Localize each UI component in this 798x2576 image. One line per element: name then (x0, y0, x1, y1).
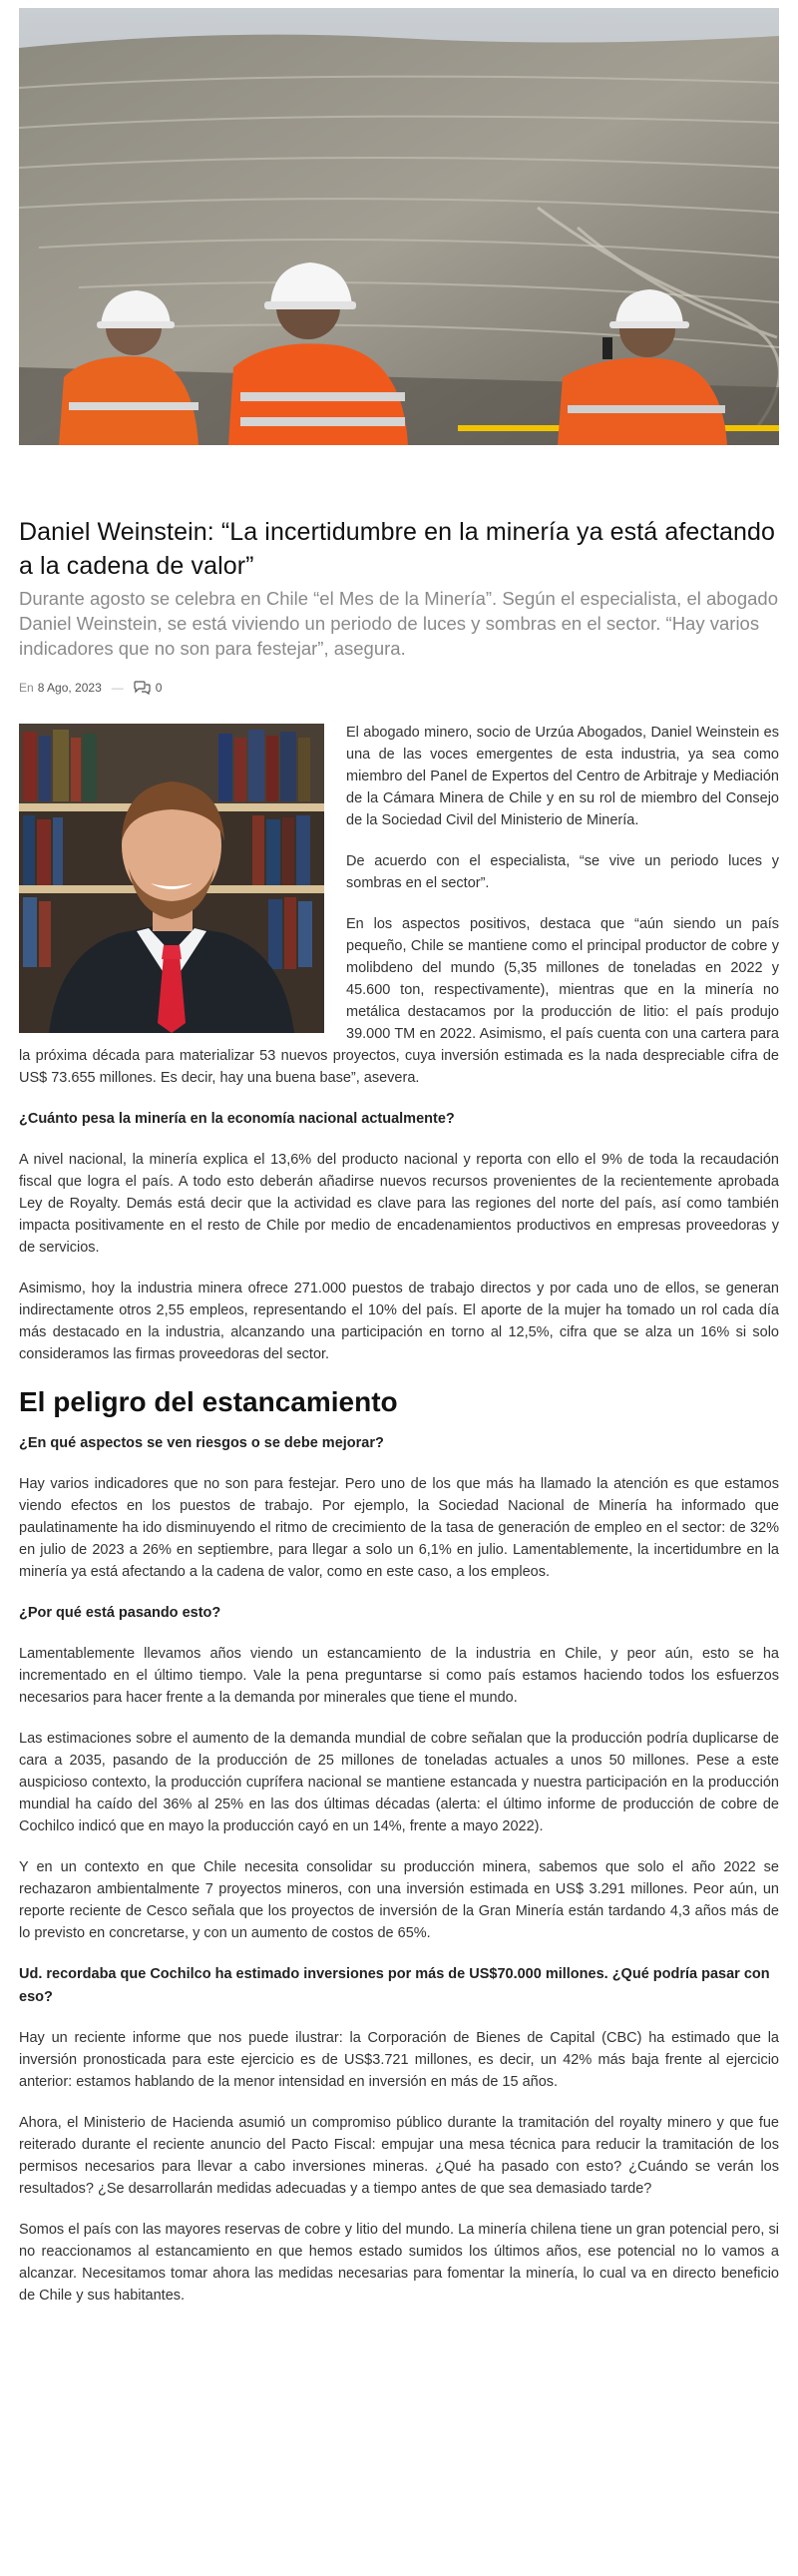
meta-separator: — (111, 681, 124, 695)
article-lede: Durante agosto se celebra en Chile “el Mes de la Minería”. Según el especialista, el abogado Daniel Weinstein, se está viviendo un periodo de luces y sombras en el sector. “Hay varios indicadores que no son para festejar”, asegura. (19, 588, 779, 659)
paragraph-6: Hay varios indicadores que no son para festejar. Pero uno de los que más ha llamado la atención es que estamos viendo efectos en los puestos de trabajo. Por ejemplo, la Sociedad Nacional de Minería ha informado que paulatinamente ha ido disminuyendo el ritmo de crecimiento de la tasa de generación de empleo en el sector: de 32% en julio de 2023 a 26% en septiembre, para llegar a solo un 6,1% en julio. Lamentablemente, la incertidumbre en la minería ya está afectando a la cadena de valor, como en este caso, a los empleos. (19, 1476, 779, 1580)
publish-date[interactable]: 8 Ago, 2023 (37, 681, 102, 695)
article-page (0, 8, 798, 2307)
portrait-image (19, 724, 324, 1033)
hero-image (19, 8, 779, 445)
question-heading-3: ¿Por qué está pasando esto? (19, 1605, 221, 1621)
paragraph-4: A nivel nacional, la minería explica el 13,6% del producto nacional y reporta con ello el 9% de toda la recaudación fiscal que logra el país. A todo esto deberán añadirse nuevos recursos provenientes de la recientemente aprobada Ley de Royalty. Demás está decir que la actividad es clave para las regiones del norte del país, así como también impacta positivamente en el resto de Chile por medio de encadenamientos productivos en empresas proveedoras y de servicios. (19, 1152, 779, 1256)
comments-link[interactable] (134, 681, 163, 695)
paragraph-10: Hay un reciente informe que nos puede ilustrar: la Corporación de Bienes de Capital (CBC) ha estimado que la inversión pronosticada para este ejercicio es de US$3.721 millones, es decir, un 42% más baja frente al ejercicio anterior: estamos hablando de la menor intensidad en inversión en más de 15 años. (19, 2030, 779, 2090)
paragraph-5: Asimismo, hoy la industria minera ofrece 271.000 puestos de trabajo directos y por cada uno de ellos, se generan indirectamente otros 2,55 empleos, representando el 10% del país. El aporte de la mujer ha tomado un rol cada día más destacado en la industria, alcanzando una participación en torno al 12,5%, cifra que se alza un 16% si solo consideramos las firmas proveedoras del sector. (19, 1281, 779, 1362)
paragraph-11: Ahora, el Ministerio de Hacienda asumió un compromiso público durante la tramitación del royalty minero y que fue reiterado durante el reciente anuncio del Pacto Fiscal: empujar una mesa técnica para reducir la tramitación de los permisos necesarios para llevar a cabo inversiones mineras. ¿Qué ha pasado con esto? ¿Cuándo se verán los resultados? ¿Se desarrollarán medidas adecuadas y a tiempo antes de que sea demasiado tarde? (19, 2115, 779, 2197)
paragraph-3: En los aspectos positivos, destaca que “aún siendo un país pequeño, Chile se mantiene como el principal productor de cobre y molibdeno del mundo (5,35 millones de toneladas en 2022 y 45.600 ton, respectivamente), mientras que en la minería no metálica destacamos por la producción de litio: el país produjo 39.000 TM en 2022. Asimismo, el país cuenta con una cartera para la próxima década para materializar 53 nuevos proyectos, cuya inversión estimada es la nada despreciable cifra de US$ 73.655 millones. Es decir, hay una buena base”, asevera. (19, 916, 779, 1086)
paragraph-2: De acuerdo con el especialista, “se vive un periodo luces y sombras en el sector”. (346, 853, 779, 891)
question-heading-1: ¿Cuánto pesa la minería en la economía nacional actualmente? (19, 1111, 455, 1127)
paragraph-12: Somos el país con las mayores reservas de cobre y litio del mundo. La minería chilena tiene un gran potencial pero, si no reaccionamos al estancamiento en que hemos estado sumidos los últimos años, ese potencial no lo vamos a alcanzar. Necesitamos tomar ahora las medidas necesarias para fomentar la minería, lo cual va en directo beneficio de Chile y sus habitantes. (19, 2222, 779, 2304)
article-meta (19, 679, 779, 697)
paragraph-1: El abogado minero, socio de Urzúa Abogados, Daniel Weinstein es una de las voces emergentes de esta industria, ya sea como miembro del Panel de Expertos del Centro de Arbitraje y Mediación de la Cámara Minera de Chile y en su rol de miembro del Consejo de la Sociedad Civil del Ministerio de Minería. (346, 725, 779, 828)
paragraph-9: Y en un contexto en que Chile necesita consolidar su producción minera, sabemos que solo el año 2022 se rechazaron ambientalmente 7 proyectos mineros, con una inversión estimada en US$ 3.291 millones. Peor aún, un reporte reciente de Cesco señala que los proyectos de inversión de la Gran Minería están tardando 4,3 años más de lo previsto en concretarse, y con un aumento de costos de 65%. (19, 1859, 779, 1941)
comment-count: 0 (155, 681, 163, 695)
meta-prefix: En (19, 681, 34, 695)
article-body (19, 722, 779, 2307)
paragraph-7: Lamentablemente llevamos años viendo un estancamiento de la industria en Chile, y peor aún, esto se ha incrementado en el último tiempo. Vale la pena preguntarse si como país estamos haciendo todos los esfuerzos necesarios para hacer frente a la demanda por minerales que tiene el mundo. (19, 1646, 779, 1706)
section-heading: El peligro del estancamiento (19, 1386, 398, 1417)
question-heading-4: Ud. recordaba que Cochilco ha estimado inversiones por más de US$70.000 millones. ¿Qué podría pasar con eso? (19, 1966, 770, 2005)
article-title: Daniel Weinstein: “La incertidumbre en la minería ya está afectando a la cadena de valor” (19, 518, 776, 580)
comment-icon (134, 681, 151, 695)
paragraph-8: Las estimaciones sobre el aumento de la demanda mundial de cobre señalan que la producción podría duplicarse de cara a 2035, pasando de la producción de 25 millones de toneladas actuales a unos 50 millones. Pese a este auspicioso contexto, la producción cuprífera nacional se mantiene estancada y nuestra participación en la producción mundial ha caído del 36% al 25% en las dos últimas décadas (alerta: el último informe de producción de cobre de Cochilco indicó que en mayo la producción cayó en un 14%, frente a mayo 2022). (19, 1731, 779, 1834)
question-heading-2: ¿En qué aspectos se ven riesgos o se debe mejorar? (19, 1435, 384, 1451)
